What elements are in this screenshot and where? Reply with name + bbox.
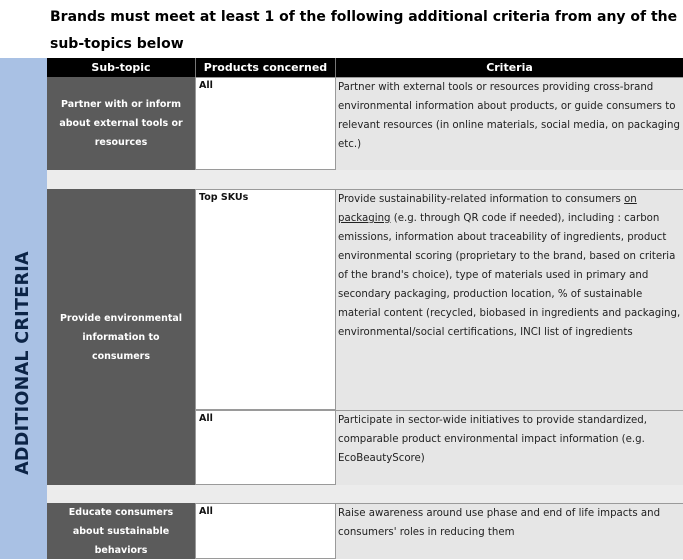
side-band xyxy=(0,58,47,559)
row-spacer xyxy=(47,485,683,503)
criteria-cell xyxy=(336,189,683,410)
row-spacer xyxy=(47,170,683,189)
column-header-criteria: Criteria xyxy=(336,58,683,77)
subtopic-cell xyxy=(47,189,195,485)
subtopic-label: Educate consumers about sustainable behaviors xyxy=(68,506,174,556)
products-cell: All xyxy=(195,77,336,170)
criteria-text: (e.g. through QR code if needed), including : carbon emissions, information about traceability of ingredients, product environmental scoring (proprietary to the brand, based on criteria of the brand's choice), type of materials used in primary and secondary packaging, production location, % of sustainable material content (recycled, biobased in ingredients and packaging, environmental/social certifications, INCI list of ingredients xyxy=(338,213,681,338)
criteria-cell: Raise awareness around use phase and end of life impacts and consumers' roles in reducing them xyxy=(336,503,683,559)
criteria-cell: Participate in sector-wide initiatives to provide standardized, comparable product environmental impact information (e.g. EcoBeautyScore) xyxy=(336,410,683,485)
products-cell: All xyxy=(195,410,336,485)
subtopic-label: Provide environmental information to consumers xyxy=(59,312,183,362)
criteria-underlined-text: on packaging xyxy=(338,194,637,224)
products-cell: Top SKUs xyxy=(195,189,336,410)
column-header-subtopic: Sub-topic xyxy=(47,58,195,77)
side-label: ADDITIONAL CRITERIA xyxy=(13,251,33,475)
products-cell: All xyxy=(195,503,336,559)
page-heading: Brands must meet at least 1 of the following additional criteria from any of the sub-topics below xyxy=(50,9,678,52)
column-header-products: Products concerned xyxy=(195,58,336,77)
criteria-cell: Partner with external tools or resources providing cross-brand environmental information about products, or guide consumers to relevant resources (in online materials, social media, on packaging etc.) xyxy=(336,77,683,170)
criteria-text: Provide sustainability-related information to consumers xyxy=(338,194,625,205)
subtopic-cell xyxy=(47,77,195,170)
subtopic-label: Partner with or inform about external tools or resources xyxy=(59,99,183,148)
subtopic-cell xyxy=(47,503,195,559)
